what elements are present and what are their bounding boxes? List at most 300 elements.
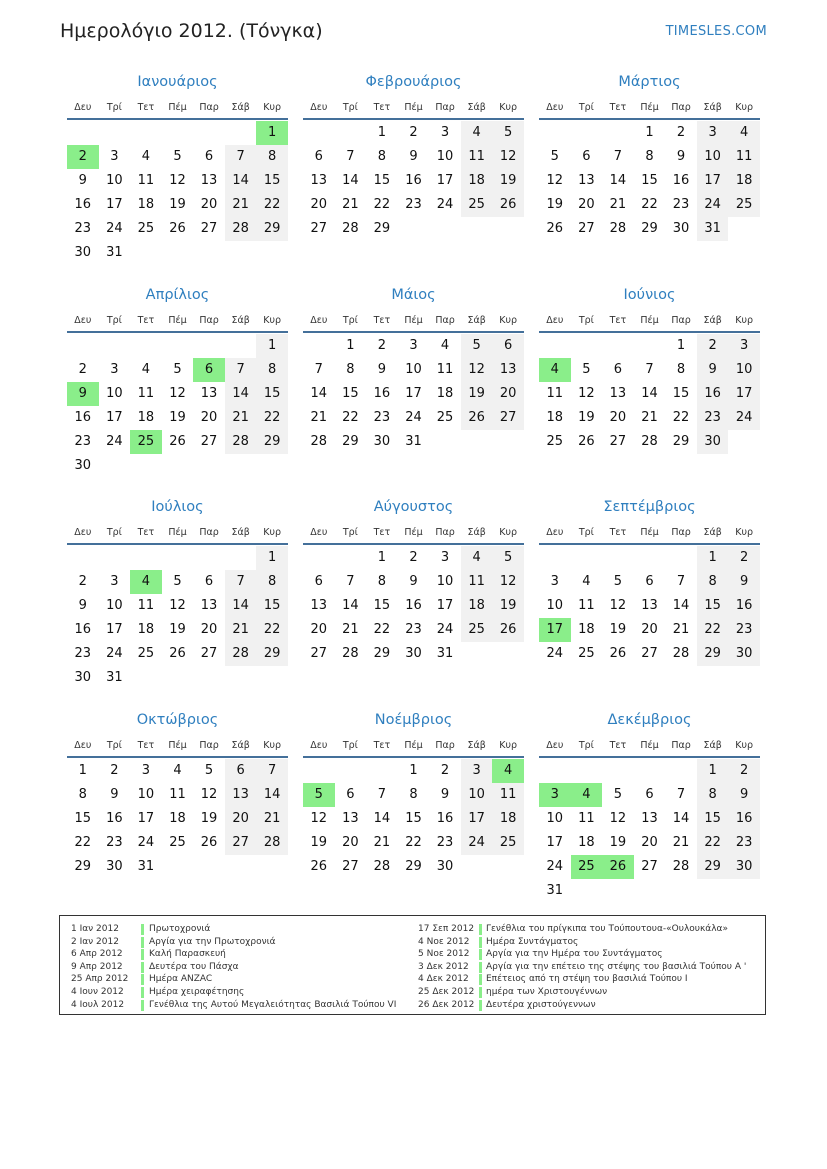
day-cell: 12	[492, 570, 524, 594]
day-cell: 27	[310, 646, 328, 661]
weekday-label: Τετ	[137, 740, 155, 751]
day-cell: 29	[256, 430, 288, 454]
day-cell: 29	[697, 642, 729, 666]
day-cell: 6	[225, 759, 257, 783]
day-cell: 29	[641, 221, 658, 236]
day-cell: 5	[204, 763, 214, 778]
holiday-day-cell: 3	[539, 783, 571, 807]
day-cell: 7	[346, 149, 355, 164]
day-cell: 21	[310, 410, 328, 425]
day-cell: 16	[373, 386, 391, 401]
holiday-day-cell: 25	[571, 855, 603, 879]
holiday-date: 2 Ιαν 2012	[71, 936, 119, 947]
holiday-name: Αργία για την Ημέρα του Συντάγματος	[486, 949, 663, 960]
day-cell: 28	[342, 221, 359, 236]
day-cell: 19	[546, 197, 564, 212]
day-cell: 29	[74, 859, 92, 874]
day-cell: 26	[492, 618, 524, 642]
day-cell: 26	[546, 221, 564, 236]
day-cell: 10	[436, 149, 454, 164]
day-cell: 19	[169, 410, 186, 425]
weekday-label: Κυρ	[499, 315, 518, 326]
weekday-label: Πέμ	[640, 527, 659, 538]
day-cell: 6	[492, 334, 524, 358]
day-cell: 30	[672, 221, 690, 236]
day-cell: 27	[578, 221, 595, 236]
weekday-label: Κυρ	[735, 315, 754, 326]
day-cell: 4	[141, 149, 151, 164]
day-cell: 21	[225, 618, 257, 642]
day-cell: 5	[492, 121, 524, 145]
month-name: Μάρτιος	[618, 74, 681, 90]
holiday-date: 4 Ιουλ 2012	[71, 999, 125, 1010]
weekday-label: Παρ	[435, 102, 455, 113]
day-cell: 20	[200, 410, 218, 425]
holiday-name: ημέρα των Χριστουγέννων	[486, 987, 608, 997]
weekday-label: Σάβ	[231, 102, 250, 113]
holiday-date: 4 Δεκ 2012	[418, 974, 469, 985]
weekday-label: Σάβ	[231, 740, 250, 751]
day-cell: 21	[225, 406, 257, 430]
day-cell: 1	[676, 338, 686, 353]
day-cell: 5	[173, 574, 182, 589]
holiday-date: 17 Σεπ 2012	[418, 924, 475, 934]
holiday-day-cell: 9	[67, 382, 99, 406]
month-name: Σεπτέμβριος	[603, 499, 696, 515]
day-cell: 15	[256, 594, 288, 618]
day-cell: 8	[256, 570, 288, 594]
month-name: Απρίλιος	[145, 287, 210, 303]
day-cell: 14	[310, 386, 328, 401]
day-cell: 28	[672, 859, 690, 874]
day-cell: 27	[225, 831, 257, 855]
day-cell: 15	[672, 386, 690, 401]
day-cell: 3	[550, 574, 559, 589]
day-cell: 31	[436, 646, 454, 661]
day-cell: 29	[373, 221, 391, 236]
day-cell: 12	[609, 598, 627, 613]
day-cell: 22	[342, 410, 359, 425]
day-cell: 11	[137, 386, 155, 401]
month-name: Δεκέμβριος	[607, 712, 692, 728]
day-cell: 28	[225, 430, 257, 454]
day-cell: 22	[697, 618, 729, 642]
day-cell: 4	[141, 362, 151, 377]
day-cell: 8	[697, 783, 729, 807]
day-cell: 27	[641, 646, 658, 661]
weekday-label: Τετ	[609, 740, 627, 751]
weekday-label: Τρί	[578, 740, 594, 751]
day-cell: 24	[436, 622, 454, 637]
day-cell: 21	[225, 193, 257, 217]
day-cell: 11	[137, 173, 155, 188]
weekday-label: Τρί	[106, 527, 122, 538]
holiday-marker	[479, 949, 482, 960]
day-cell: 26	[609, 646, 627, 661]
day-cell: 3	[440, 550, 450, 565]
day-cell: 29	[256, 217, 288, 241]
day-cell: 14	[256, 783, 288, 807]
day-cell: 16	[436, 811, 454, 826]
day-cell: 8	[256, 145, 288, 169]
weekday-label: Σάβ	[703, 740, 722, 751]
holiday-marker	[479, 937, 482, 948]
weekday-label: Πέμ	[404, 527, 423, 538]
holiday-name: Δευτέρα χριστούγεννων	[486, 999, 596, 1010]
holiday-marker	[141, 924, 144, 935]
holiday-marker	[141, 1000, 144, 1011]
day-cell: 26	[200, 835, 218, 850]
day-cell: 3	[461, 759, 493, 783]
day-cell: 7	[377, 787, 387, 802]
day-cell: 16	[74, 410, 92, 425]
day-cell: 7	[225, 145, 257, 169]
day-cell: 31	[137, 859, 155, 874]
day-cell: 24	[436, 197, 454, 212]
weekday-label: Κυρ	[263, 315, 282, 326]
day-cell: 9	[78, 173, 87, 188]
weekday-label: Σάβ	[231, 315, 250, 326]
day-cell: 25	[169, 835, 186, 850]
header-rule	[539, 543, 760, 545]
day-cell: 13	[609, 386, 627, 401]
weekday-label: Σάβ	[467, 102, 486, 113]
day-cell: 13	[641, 598, 658, 613]
day-cell: 6	[645, 574, 654, 589]
header-rule	[539, 756, 760, 758]
day-cell: 18	[436, 386, 454, 401]
day-cell: 26	[169, 221, 186, 236]
day-cell: 26	[169, 646, 186, 661]
day-cell: 7	[676, 574, 686, 589]
day-cell: 18	[546, 410, 564, 425]
day-cell: 5	[173, 362, 182, 377]
header-rule	[67, 543, 288, 545]
day-cell: 14	[225, 382, 257, 406]
holiday-name: Ημέρα Συντάγματος	[486, 936, 579, 947]
day-cell: 4	[728, 121, 760, 145]
weekday-label: Παρ	[199, 315, 219, 326]
weekday-label: Σάβ	[703, 527, 722, 538]
weekday-label: Δευ	[546, 102, 564, 113]
day-cell: 25	[546, 434, 564, 449]
weekday-label: Παρ	[671, 740, 691, 751]
day-cell: 25	[492, 831, 524, 855]
day-cell: 10	[461, 783, 493, 807]
day-cell: 20	[310, 622, 328, 637]
day-cell: 2	[697, 334, 729, 358]
day-cell: 10	[436, 574, 454, 589]
day-cell: 13	[641, 811, 658, 826]
weekday-label: Δευ	[546, 315, 564, 326]
day-cell: 29	[342, 434, 359, 449]
day-cell: 30	[74, 670, 92, 685]
holiday-day-cell: 25	[130, 430, 162, 454]
day-cell: 11	[137, 598, 155, 613]
holiday-day-cell: 5	[303, 783, 335, 807]
day-cell: 31	[546, 883, 564, 898]
weekday-label: Τετ	[373, 527, 391, 538]
day-cell: 13	[578, 173, 595, 188]
day-cell: 6	[314, 574, 323, 589]
weekday-label: Σάβ	[703, 315, 722, 326]
weekday-label: Παρ	[671, 527, 691, 538]
day-cell: 7	[645, 362, 654, 377]
holiday-day-cell: 4	[571, 783, 603, 807]
holiday-date: 25 Απρ 2012	[71, 974, 129, 985]
month-name: Ιανουάριος	[137, 74, 218, 90]
weekday-label: Τετ	[609, 102, 627, 113]
day-cell: 2	[110, 763, 119, 778]
day-cell: 17	[436, 173, 454, 188]
day-cell: 31	[106, 670, 123, 685]
day-cell: 27	[641, 859, 658, 874]
day-cell: 7	[676, 787, 686, 802]
day-cell: 1	[377, 550, 387, 565]
day-cell: 21	[342, 197, 359, 212]
weekday-label: Τετ	[609, 527, 627, 538]
day-cell: 24	[106, 221, 123, 236]
day-cell: 5	[550, 149, 559, 164]
day-cell: 17	[436, 598, 454, 613]
day-cell: 9	[676, 149, 686, 164]
weekday-label: Παρ	[435, 315, 455, 326]
day-cell: 3	[141, 763, 151, 778]
day-cell: 23	[74, 221, 92, 236]
day-cell: 30	[405, 646, 422, 661]
holiday-marker	[479, 924, 482, 935]
weekday-label: Δευ	[74, 102, 92, 113]
day-cell: 12	[310, 811, 328, 826]
day-cell: 18	[461, 594, 493, 618]
weekday-label: Τρί	[342, 740, 358, 751]
day-cell: 25	[137, 646, 155, 661]
day-cell: 26	[310, 859, 328, 874]
day-cell: 21	[373, 835, 391, 850]
day-cell: 8	[409, 787, 418, 802]
holiday-name: Καλή Παρασκευή	[149, 949, 226, 960]
day-cell: 3	[110, 574, 119, 589]
day-cell: 20	[609, 410, 627, 425]
day-cell: 18	[169, 811, 186, 826]
day-cell: 26	[169, 434, 186, 449]
day-cell: 6	[613, 362, 623, 377]
day-cell: 18	[137, 622, 155, 637]
day-cell: 27	[342, 859, 359, 874]
day-cell: 10	[728, 358, 760, 382]
day-cell: 8	[377, 574, 387, 589]
day-cell: 5	[613, 574, 623, 589]
day-cell: 7	[314, 362, 323, 377]
day-cell: 28	[225, 642, 257, 666]
weekday-label: Σάβ	[467, 315, 486, 326]
day-cell: 14	[342, 173, 359, 188]
weekday-label: Τετ	[373, 740, 391, 751]
day-cell: 15	[641, 173, 658, 188]
weekday-label: Πέμ	[168, 315, 187, 326]
day-cell: 15	[342, 386, 359, 401]
day-cell: 8	[645, 149, 654, 164]
weekday-label: Δευ	[546, 527, 564, 538]
holiday-date: 6 Απρ 2012	[71, 949, 123, 960]
day-cell: 14	[373, 811, 391, 826]
weekday-label: Τρί	[578, 315, 594, 326]
day-cell: 12	[492, 145, 524, 169]
day-cell: 5	[461, 334, 493, 358]
weekday-label: Τρί	[106, 102, 122, 113]
holiday-marker	[141, 962, 144, 973]
holiday-day-cell: 26	[602, 855, 634, 879]
holiday-day-cell: 4	[130, 570, 162, 594]
day-cell: 11	[461, 145, 493, 169]
day-cell: 10	[137, 787, 155, 802]
day-cell: 29	[672, 434, 690, 449]
day-cell: 24	[546, 859, 564, 874]
day-cell: 6	[346, 787, 355, 802]
weekday-label: Δευ	[310, 740, 328, 751]
weekday-label: Κυρ	[499, 102, 518, 113]
day-cell: 23	[405, 622, 422, 637]
day-cell: 1	[377, 125, 387, 140]
site-link[interactable]: TIMESLES.COM	[665, 24, 767, 39]
weekday-label: Δευ	[310, 102, 328, 113]
day-cell: 14	[672, 811, 690, 826]
day-cell: 11	[436, 362, 454, 377]
day-cell: 16	[106, 811, 123, 826]
day-cell: 20	[492, 382, 524, 406]
weekday-label: Σάβ	[231, 527, 250, 538]
holiday-name: Γενέθλια της Αυτού Μεγαλειότητας Βασιλιά Τούπου VI	[149, 999, 397, 1010]
day-cell: 23	[405, 197, 422, 212]
day-cell: 16	[74, 622, 92, 637]
day-cell: 8	[256, 358, 288, 382]
day-cell: 14	[672, 598, 690, 613]
day-cell: 26	[461, 406, 493, 430]
day-cell: 13	[342, 811, 359, 826]
day-cell: 27	[200, 221, 218, 236]
day-cell: 13	[225, 783, 257, 807]
weekday-label: Δευ	[74, 315, 92, 326]
day-cell: 2	[78, 362, 87, 377]
header-rule	[303, 543, 524, 545]
day-cell: 19	[169, 197, 186, 212]
weekday-label: Τετ	[137, 527, 155, 538]
month-name: Ιούνιος	[623, 287, 676, 303]
day-cell: 28	[373, 859, 391, 874]
day-cell: 13	[200, 598, 218, 613]
month-name: Φεβρουάριος	[365, 74, 462, 90]
day-cell: 24	[461, 831, 493, 855]
day-cell: 13	[310, 598, 328, 613]
day-cell: 20	[578, 197, 595, 212]
day-cell: 5	[492, 546, 524, 570]
day-cell: 18	[728, 169, 760, 193]
day-cell: 15	[373, 173, 391, 188]
weekday-label: Τρί	[578, 527, 594, 538]
day-cell: 23	[728, 831, 760, 855]
day-cell: 12	[200, 787, 218, 802]
day-cell: 15	[697, 807, 729, 831]
day-cell: 1	[78, 763, 87, 778]
holiday-date: 26 Δεκ 2012	[418, 999, 475, 1010]
weekday-label: Πέμ	[168, 740, 187, 751]
day-cell: 30	[106, 859, 123, 874]
day-cell: 3	[440, 125, 450, 140]
weekday-label: Παρ	[435, 527, 455, 538]
day-cell: 4	[461, 121, 493, 145]
day-cell: 20	[225, 807, 257, 831]
day-cell: 17	[106, 410, 123, 425]
day-cell: 1	[256, 334, 288, 358]
day-cell: 22	[256, 193, 288, 217]
day-cell: 21	[672, 622, 690, 637]
day-cell: 2	[676, 125, 686, 140]
weekday-label: Κυρ	[499, 527, 518, 538]
weekday-label: Δευ	[74, 527, 92, 538]
day-cell: 11	[492, 783, 524, 807]
page-title: Ημερολόγιο 2012. (Τόνγκα)	[60, 20, 323, 42]
day-cell: 1	[645, 125, 654, 140]
day-cell: 5	[582, 362, 591, 377]
day-cell: 9	[110, 787, 119, 802]
day-cell: 27	[200, 434, 218, 449]
month-name: Αύγουστος	[373, 499, 454, 515]
day-cell: 28	[342, 646, 359, 661]
day-cell: 29	[373, 646, 391, 661]
day-cell: 21	[609, 197, 627, 212]
day-cell: 25	[728, 193, 760, 217]
day-cell: 19	[492, 169, 524, 193]
holiday-name: Πρωτοχρονιά	[149, 924, 211, 934]
day-cell: 11	[461, 570, 493, 594]
day-cell: 27	[609, 434, 627, 449]
weekday-label: Κυρ	[735, 740, 754, 751]
day-cell: 14	[641, 386, 658, 401]
weekday-label: Σάβ	[703, 102, 722, 113]
day-cell: 23	[106, 835, 123, 850]
day-cell: 1	[409, 763, 418, 778]
holiday-marker	[479, 962, 482, 973]
day-cell: 5	[173, 149, 182, 164]
header-rule	[303, 331, 524, 333]
day-cell: 7	[613, 149, 623, 164]
day-cell: 26	[492, 193, 524, 217]
day-cell: 2	[377, 338, 387, 353]
weekday-label: Πέμ	[168, 527, 187, 538]
day-cell: 1	[346, 338, 355, 353]
weekday-label: Παρ	[199, 740, 219, 751]
day-cell: 6	[314, 149, 323, 164]
holiday-legend	[59, 915, 766, 1015]
weekday-label: Παρ	[199, 527, 219, 538]
month-name: Ιούλιος	[151, 499, 204, 515]
day-cell: 11	[546, 386, 564, 401]
day-cell: 6	[645, 787, 654, 802]
weekday-label: Τετ	[373, 102, 391, 113]
holiday-marker	[479, 987, 482, 998]
day-cell: 24	[137, 835, 155, 850]
day-cell: 10	[106, 386, 123, 401]
day-cell: 9	[377, 362, 387, 377]
day-cell: 19	[609, 622, 627, 637]
day-cell: 10	[546, 811, 564, 826]
day-cell: 12	[169, 386, 186, 401]
day-cell: 19	[200, 811, 218, 826]
day-cell: 12	[578, 386, 595, 401]
holiday-marker	[141, 937, 144, 948]
day-cell: 22	[373, 197, 391, 212]
day-cell: 28	[310, 434, 328, 449]
